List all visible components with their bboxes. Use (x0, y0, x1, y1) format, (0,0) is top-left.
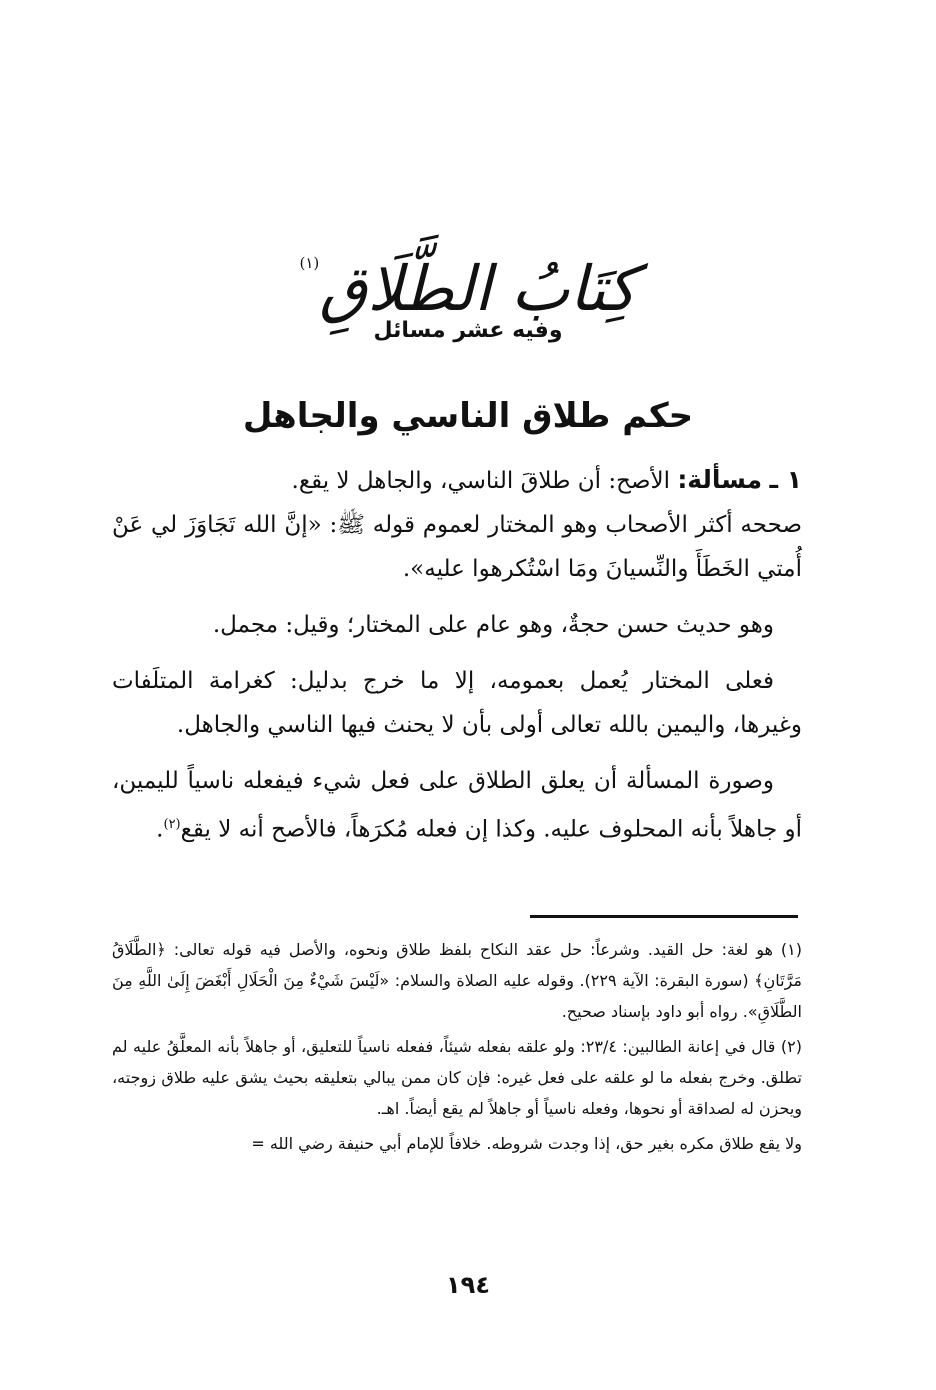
footnote-1-number: (١) (780, 940, 802, 959)
issue-ruling: الأصح: أن طلاقَ الناسي، والجاهل لا يقع. (291, 468, 670, 494)
issue-label: مسألة: (677, 465, 763, 494)
footnotes (112, 934, 802, 1163)
paragraph-general-rule: فعلى المختار يُعمل بعمومه، إلا ما خرج بدليل: كغرامة المتلَفات وغيرها، واليمين بالله تعالى أولى بأن لا يحنث فيها الناسي والجاهل. (112, 668, 802, 738)
book-title-footnote-ref: (١) (299, 254, 320, 272)
paragraph-hadith-status: وهو حديث حسن حجةٌ، وهو عام على المختار؛ وقيل: مجمل. (212, 612, 774, 638)
issue-paragraph (112, 458, 802, 591)
footnote-1-text: هو لغة: حل القيد. وشرعاً: حل عقد النكاح بلفظ طلاق ونحوه، والأصل فيه قوله تعالى: ﴿الطَّلَاقُ مَرَّتَانِ﴾ (سورة البقرة: الآية ٢٢٩). وقوله عليه الصلاة والسلام: «لَيْسَ شَيْءٌ مِنَ الْحَلَالِ أَبْغَضَ إِلَىٰ اللَّهِ مِنَ الطَّلَاقِ». رواه أبو داود بإسناد صحيح. (112, 940, 802, 1021)
footnote-2-text: قال في إعانة الطالبين: ٢٣/٤: ولو علقه بفعله شيئاً، ففعله ناسياً للتعليق، أو جاهلاً بأنه المعلَّقُ عليه لم تطلق. وخرج بفعله ما لو علقه على فعل غيره: فإن كان ممن يبالي بتعليقه بحيث يشق عليه طلاق زوجته، ويحزن له لصداقة أو نحوها، وفعله ناسياً أو جاهلاً لم يقع أيضاً. اهـ. (112, 1037, 802, 1118)
paragraph-case-form: وصورة المسألة أن يعلق الطلاق على فعل شيء فيفعله ناسياً لليمين، أو جاهلاً بأنه المحلوف عليه. وكذا إن فعله مُكرَهاً، فالأصح أنه لا يقع$^{(٢)}$. (112, 768, 802, 843)
footnote-divider (530, 915, 798, 918)
issue-number: ١ ـ (769, 465, 802, 494)
page-number: ١٩٤ (446, 1271, 490, 1299)
footnote-2 (112, 1031, 802, 1124)
footnote-continuation: ولا يقع طلاق مكره بغير حق، إذا وجدت شروطه. خلافاً للإمام أبي حنيفة رضي الله = (251, 1134, 802, 1153)
case-form-text: وصورة المسألة أن يعلق الطلاق على فعل شيء فيفعله ناسياً لليمين، أو جاهلاً بأنه المحلوف عليه. وكذا إن فعله مُكرَهاً، فالأصح أنه لا يقع (112, 768, 802, 843)
book-title-text: كِتَابُ الطَّلَاقِ (319, 252, 637, 325)
issue-evidence: صححه أكثر الأصحاب وهو المختار لعموم قوله ﷺ: «إنَّ الله تَجَاوَزَ لي عَنْ أُمتي الخَطَأَ والنِّسيانَ ومَا اسْتُكرهوا عليه». (112, 512, 802, 582)
footnote-1 (112, 934, 802, 1027)
footnote-ref-2: (٢) (163, 817, 181, 832)
sub-title: وفيه عشر مسائل (373, 318, 563, 343)
section-title: حكم طلاق الناسي والجاهل (242, 396, 694, 436)
main-text (112, 458, 802, 864)
footnote-2-number: (٢) (780, 1037, 802, 1056)
